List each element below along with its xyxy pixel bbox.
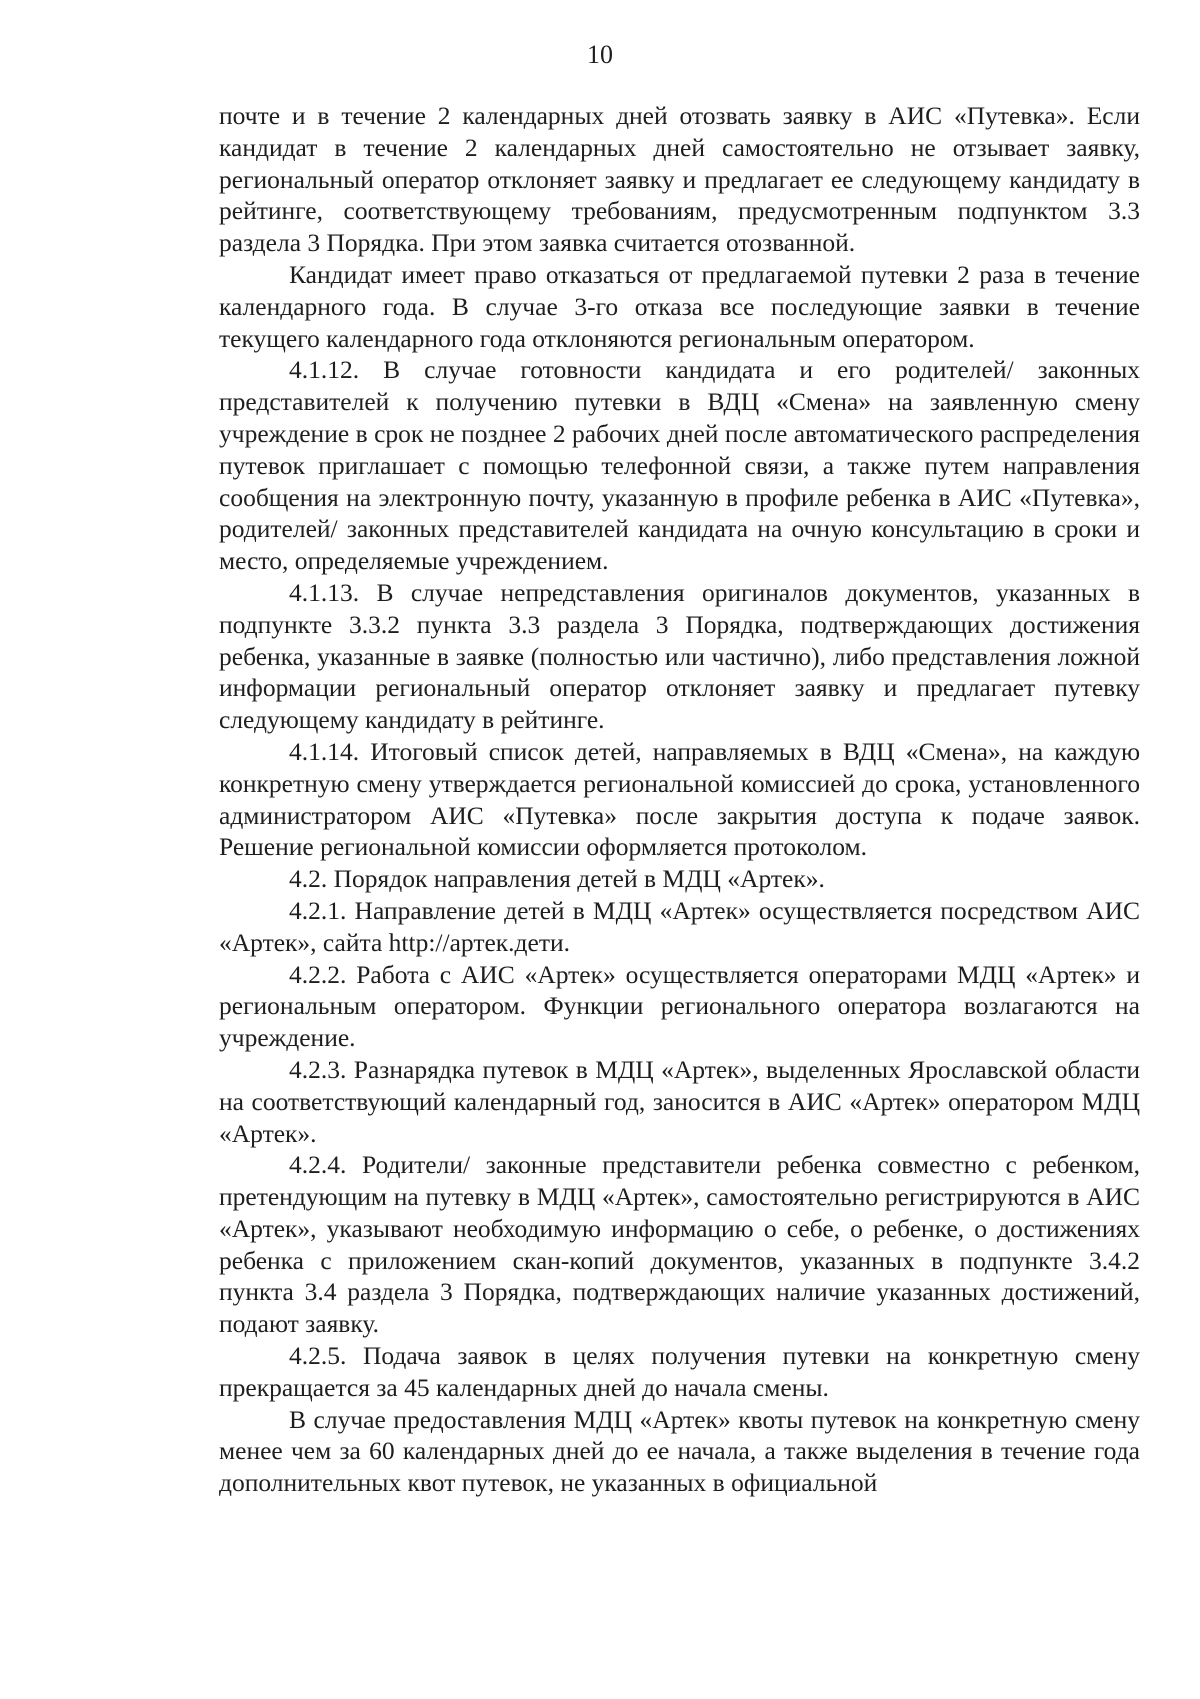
paragraph-4-2-5: 4.2.5. Подача заявок в целях получения путевки на конкретную смену прекращается за 45 календарных дней до начала смены. — [219, 1341, 1140, 1402]
paragraph-candidate-refusal: Кандидат имеет право отказаться от предлагаемой путевки 2 раза в течение календарного года. В случае 3-го отказа все последующие заявки в течение текущего календарного года отклоняются региональным оператором. — [219, 259, 1140, 353]
paragraph-4-2-2: 4.2.2. Работа с АИС «Артек» осуществляется операторами МДЦ «Артек» и региональным оператором. Функции регионального оператора возлагаются на учреждение. — [219, 959, 1140, 1053]
paragraph-4-2-1: 4.2.1. Направление детей в МДЦ «Артек» осуществляется посредством АИС «Артек», сайта http://артек.дети. — [219, 895, 1140, 957]
paragraph-continuation: почте и в течение 2 календарных дней отозвать заявку в АИС «Путевка». Если кандидат в течение 2 календарных дней самостоятельно не отзывает заявку, региональный оператор отклоняет заявку и предлагает ее следующему кандидату в рейтинге, соответствующему требованиям, предусмотренным подпунктом 3.3 раздела 3 Порядка. При этом заявка считается отозванной. — [219, 101, 1140, 258]
paragraph-4-2: 4.2. Порядок направления детей в МДЦ «Артек». — [289, 864, 825, 894]
paragraph-4-1-14: 4.1.14. Итоговый список детей, направляемых в ВДЦ «Смена», на каждую конкретную смену утверждается региональной комиссией до срока, установленного администратором АИС «Путевка» после закрытия доступа к подаче заявок. Решение региональной комиссии оформляется протоколом. — [219, 736, 1140, 862]
paragraph-4-1-13: 4.1.13. В случае непредставления оригиналов документов, указанных в подпункте 3.3.2 пункта 3.3 раздела 3 Порядка, подтверждающих достижения ребенка, указанные в заявке (полностью или частично), либо представления ложной информации региональный оператор отклоняет заявку и предлагает путевку следующему кандидату в рейтинге. — [219, 577, 1140, 735]
paragraph-quota: В случае предоставления МДЦ «Артек» квоты путевок на конкретную смену менее чем за 60 календарных дней до ее начала, а также выделения в течение года дополнительных квот путевок, не указанных в официальной — [219, 1404, 1140, 1498]
paragraph-4-2-3: 4.2.3. Разнарядка путевок в МДЦ «Артек», выделенных Ярославской области на соответствующий календарный год, заносится в АИС «Артек» оператором МДЦ «Артек». — [219, 1054, 1140, 1148]
paragraph-4-1-12: 4.1.12. В случае готовности кандидата и его родителей/ законных представителей к получению путевки в ВДЦ «Смена» на заявленную смену учреждение в срок не позднее 2 рабочих дней после автоматического распределения путевок приглашает с помощью телефонной связи, а также путем направления сообщения на электронную почту, указанную в профиле ребенка в АИС «Путевка», родителей/ законных представителей кандидата на очную консультацию в сроки и место, определяемые учреждением. — [219, 355, 1140, 576]
paragraph-4-2-4: 4.2.4. Родители/ законные представители ребенка совместно с ребенком, претендующим на путевку в МДЦ «Артек», самостоятельно регистрируются в АИС «Артек», указывают необходимую информацию о себе, о ребенке, о достижениях ребенка с приложением скан-копий документов, указанных в подпункте 3.4.2 пункта 3.4 раздела 3 Порядка, подтверждающих наличие указанных достижений, подают заявку. — [219, 1150, 1140, 1339]
body-text — [219, 100, 1140, 1499]
page-number: 10 — [587, 40, 613, 69]
